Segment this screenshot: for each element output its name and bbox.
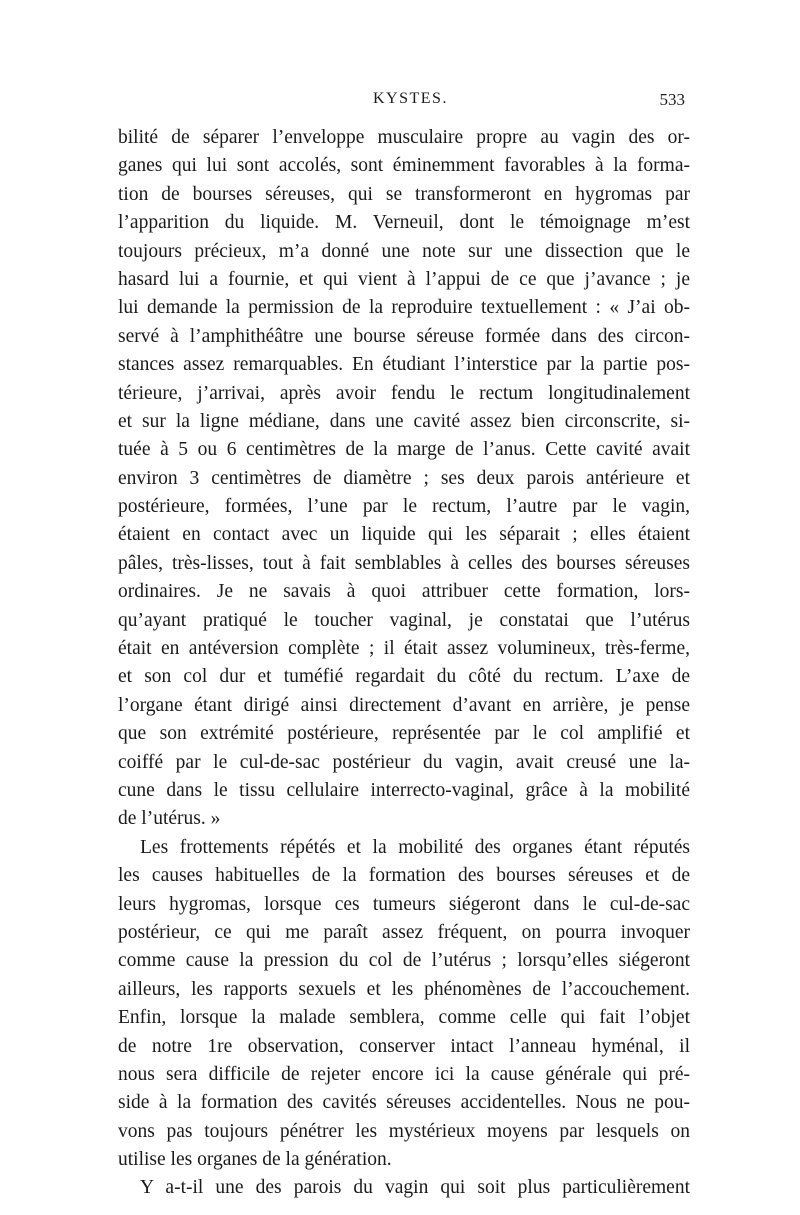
text-line: de notre 1re observation, conserver intact l’anneau hyménal, il: [118, 1035, 690, 1057]
page-header: [118, 90, 685, 120]
text-line: pâles, très-lisses, tout à fait semblables à celles des bourses séreuses: [118, 552, 690, 574]
text-line: postérieure, formées, l’une par le rectum, l’autre par le vagin,: [118, 496, 690, 518]
text-line: était en antéversion complète ; il était assez volumineux, très-ferme,: [118, 638, 690, 660]
text-line: étaient en contact avec un liquide qui les séparait ; elles étaient: [118, 524, 690, 546]
text-line: side à la formation des cavités séreuses accidentelles. Nous ne pou-: [118, 1092, 690, 1114]
page-number: 533: [659, 90, 685, 109]
text-line: servé à l’amphithéâtre une bourse séreuse formée dans des circon-: [118, 325, 690, 347]
text-line: tuée à 5 ou 6 centimètres de la marge de l’anus. Cette cavité avait: [118, 439, 690, 461]
text-line: nous sera difficile de rejeter encore ici la cause générale qui pré-: [118, 1063, 690, 1085]
text-line-paragraph-end: utilise les organes de la génération.: [118, 1149, 392, 1171]
text-line: ganes qui lui sont accolés, sont éminemment favorables à la forma-: [118, 155, 690, 177]
text-line: toujours précieux, m’a donné une note sur une dissection que le: [118, 240, 690, 262]
text-line: et son col dur et tuméfié regardait du côté du rectum. L’axe de: [118, 666, 690, 688]
text-line: que son extrémité postérieure, représentée par le col amplifié et: [118, 723, 690, 745]
text-line-paragraph-start: Y a-t-il une des parois du vagin qui soit plus particulièrement: [140, 1177, 690, 1199]
text-line: les causes habituelles de la formation des bourses séreuses et de: [118, 865, 690, 887]
text-line-paragraph-start: Les frottements répétés et la mobilité des organes étant réputés: [140, 836, 690, 858]
text-line: postérieur, ce qui me paraît assez fréquent, on pourra invoquer: [118, 921, 690, 943]
text-line: ailleurs, les rapports sexuels et les phénomènes de l’accouchement.: [118, 978, 690, 1000]
body-text: [118, 124, 690, 1203]
text-line: hasard lui a fournie, et qui vient à l’appui de ce que j’avance ; je: [118, 268, 690, 290]
text-line: vons pas toujours pénétrer les mystérieux moyens par lesquels on: [118, 1120, 690, 1142]
text-line: environ 3 centimètres de diamètre ; ses deux parois antérieure et: [118, 467, 690, 489]
text-line: l’apparition du liquide. M. Verneuil, dont le témoignage m’est: [118, 212, 690, 234]
text-line: coiffé par le cul-de-sac postérieur du vagin, avait creusé une la-: [118, 751, 690, 773]
text-line: comme cause la pression du col de l’utérus ; lorsqu’elles siégeront: [118, 950, 690, 972]
text-line: ordinaires. Je ne savais à quoi attribuer cette formation, lors-: [118, 581, 690, 603]
text-line-paragraph-end: de l’utérus. »: [118, 808, 221, 830]
text-line: térieure, j’arrivai, après avoir fendu le rectum longitudinalement: [118, 382, 690, 404]
text-line: cune dans le tissu cellulaire interrecto-vaginal, grâce à la mobilité: [118, 779, 690, 801]
text-line: stances assez remarquables. En étudiant l’interstice par la partie pos-: [118, 354, 690, 376]
text-line: lui demande la permission de la reproduire textuellement : « J’ai ob-: [118, 297, 690, 319]
text-line: l’organe étant dirigé ainsi directement d’avant en arrière, je pense: [118, 694, 690, 716]
running-title: KYSTES.: [373, 90, 448, 107]
text-line: Enfin, lorsque la malade semblera, comme celle qui fait l’objet: [118, 1007, 690, 1029]
text-line: qu’ayant pratiqué le toucher vaginal, je constatai que l’utérus: [118, 609, 690, 631]
text-line: tion de bourses séreuses, qui se transformeront en hygromas par: [118, 183, 690, 205]
text-line: bilité de séparer l’enveloppe musculaire propre au vagin des or-: [118, 127, 690, 148]
text-line: et sur la ligne médiane, dans une cavité assez bien circonscrite, si-: [118, 410, 690, 432]
text-line: leurs hygromas, lorsque ces tumeurs siégeront dans le cul-de-sac: [118, 893, 690, 915]
